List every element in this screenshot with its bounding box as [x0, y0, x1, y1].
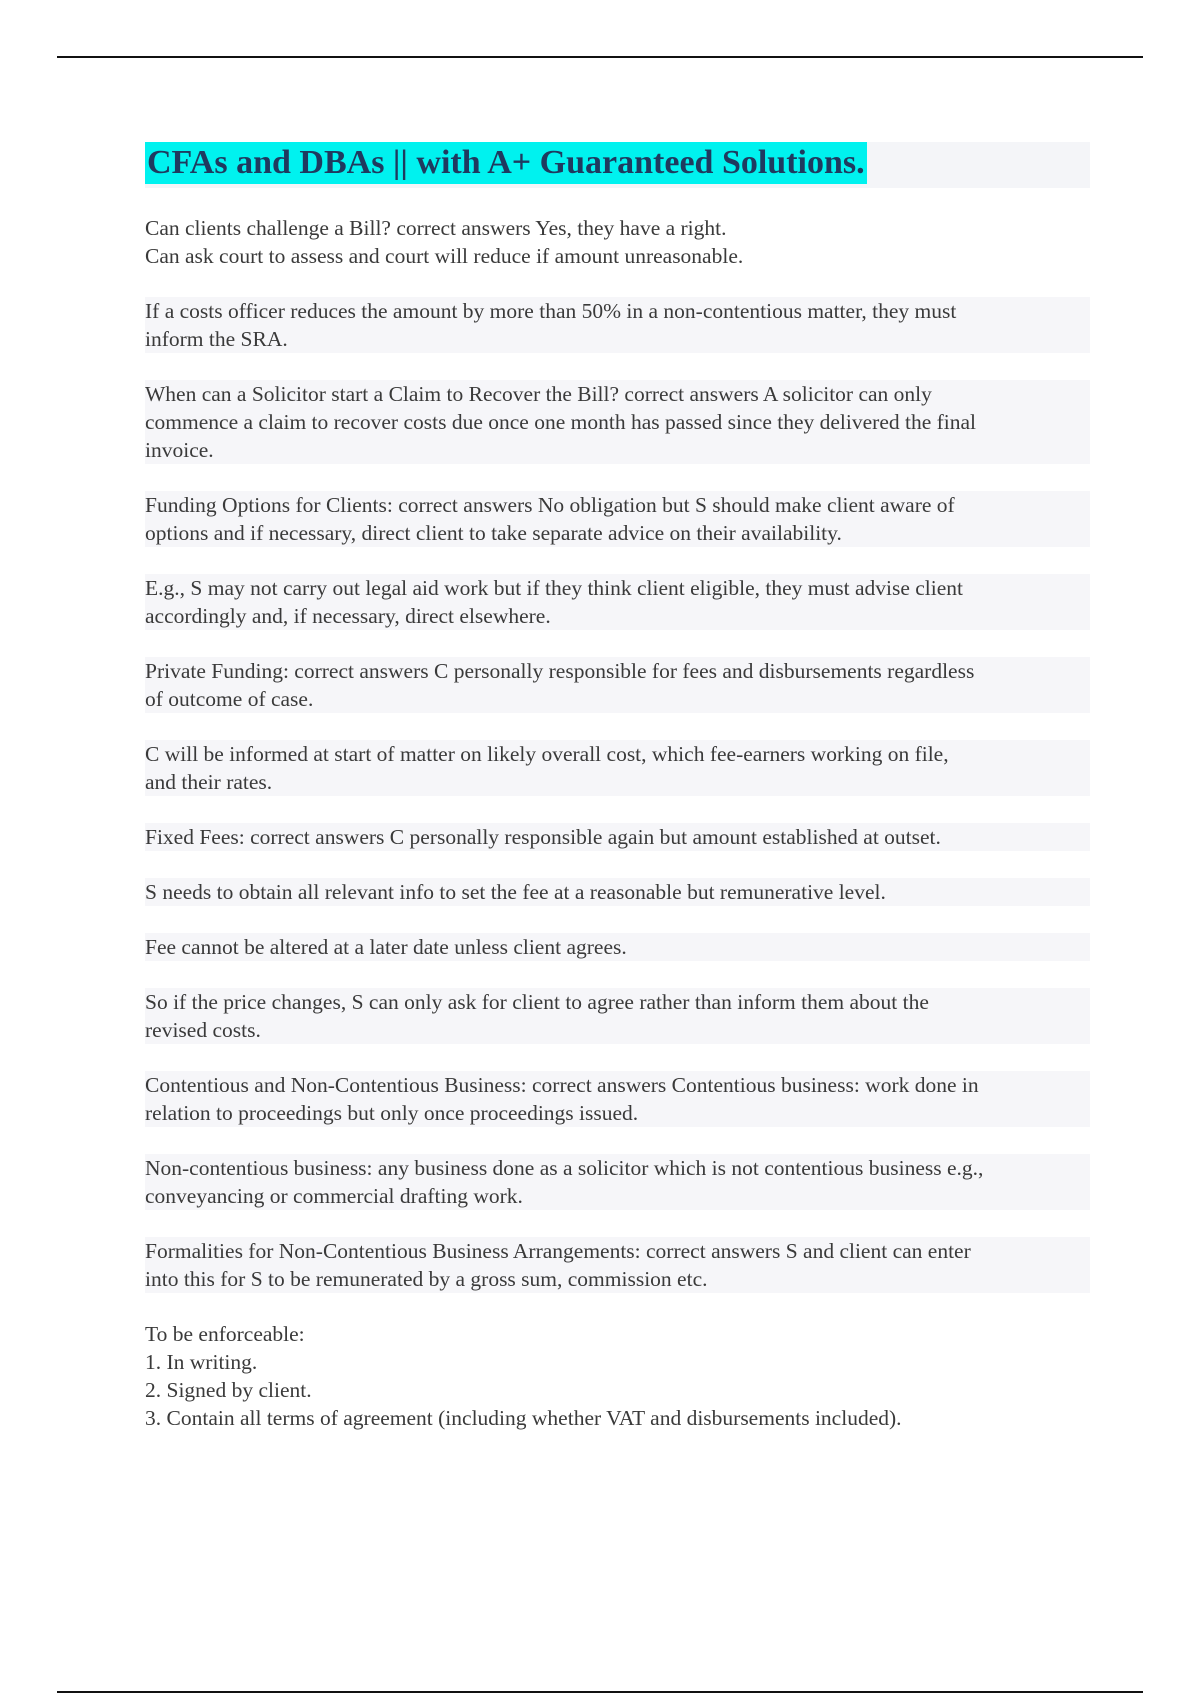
text-line: into this for S to be remunerated by a gross sum, commission etc. — [145, 1265, 1090, 1293]
text-line: Funding Options for Clients: correct answers No obligation but S should make client aware of — [145, 491, 1090, 519]
text-line: When can a Solicitor start a Claim to Recover the Bill? correct answers A solicitor can only — [145, 380, 1090, 408]
list-item: 2. Signed by client. — [145, 1378, 312, 1402]
document-body — [145, 142, 1090, 1459]
text-line: To be enforceable: — [145, 1322, 305, 1346]
paragraph — [145, 1154, 1090, 1210]
text-line: Fee cannot be altered at a later date unless client agrees. — [145, 933, 1090, 961]
text-line: revised costs. — [145, 1016, 1090, 1044]
paragraph — [145, 1237, 1090, 1293]
bottom-rule — [57, 1691, 1143, 1693]
text-line: S needs to obtain all relevant info to set the fee at a reasonable but remunerative level. — [145, 878, 1090, 906]
text-line: inform the SRA. — [145, 325, 1090, 353]
text-line: Non-contentious business: any business done as a solicitor which is not contentious business e.g., — [145, 1154, 1090, 1182]
text-line: E.g., S may not carry out legal aid work but if they think client eligible, they must advise client — [145, 574, 1090, 602]
text-line: So if the price changes, S can only ask for client to agree rather than inform them about the — [145, 988, 1090, 1016]
paragraph — [145, 657, 1090, 713]
paragraph — [145, 878, 1090, 906]
text-line: commence a claim to recover costs due once one month has passed since they delivered the final — [145, 408, 1090, 436]
paragraph — [145, 297, 1090, 353]
paragraph — [145, 491, 1090, 547]
text-line: relation to proceedings but only once proceedings issued. — [145, 1099, 1090, 1127]
text-line: Contentious and Non-Contentious Business: correct answers Contentious business: work done in — [145, 1071, 1090, 1099]
text-line: Can clients challenge a Bill? correct answers Yes, they have a right. — [145, 216, 727, 240]
text-line: conveyancing or commercial drafting work. — [145, 1182, 1090, 1210]
text-line: C will be informed at start of matter on likely overall cost, which fee-earners working on file, — [145, 740, 1090, 768]
paragraph — [145, 933, 1090, 961]
paragraph — [145, 988, 1090, 1044]
text-line: Formalities for Non-Contentious Business Arrangements: correct answers S and client can enter — [145, 1237, 1090, 1265]
paragraph — [145, 1320, 1090, 1432]
text-line: Fixed Fees: correct answers C personally responsible again but amount established at outset. — [145, 823, 1090, 851]
text-line: options and if necessary, direct client to take separate advice on their availability. — [145, 519, 1090, 547]
document-title: CFAs and DBAs || with A+ Guaranteed Solutions. — [145, 142, 867, 184]
title-band — [145, 142, 1090, 188]
list-item: 3. Contain all terms of agreement (including whether VAT and disbursements included). — [145, 1406, 902, 1430]
list-item: 1. In writing. — [145, 1350, 258, 1374]
paragraph — [145, 574, 1090, 630]
text-line: and their rates. — [145, 768, 1090, 796]
paragraph — [145, 823, 1090, 851]
text-line: Can ask court to assess and court will reduce if amount unreasonable. — [145, 244, 744, 268]
text-line: If a costs officer reduces the amount by more than 50% in a non-contentious matter, they must — [145, 297, 1090, 325]
text-line: invoice. — [145, 436, 1090, 464]
text-line: Private Funding: correct answers C personally responsible for fees and disbursements regardless — [145, 657, 1090, 685]
text-line: of outcome of case. — [145, 685, 1090, 713]
text-line: accordingly and, if necessary, direct elsewhere. — [145, 602, 1090, 630]
paragraph — [145, 1071, 1090, 1127]
paragraph — [145, 380, 1090, 464]
paragraph — [145, 214, 1090, 270]
paragraph — [145, 740, 1090, 796]
top-rule — [57, 56, 1143, 58]
